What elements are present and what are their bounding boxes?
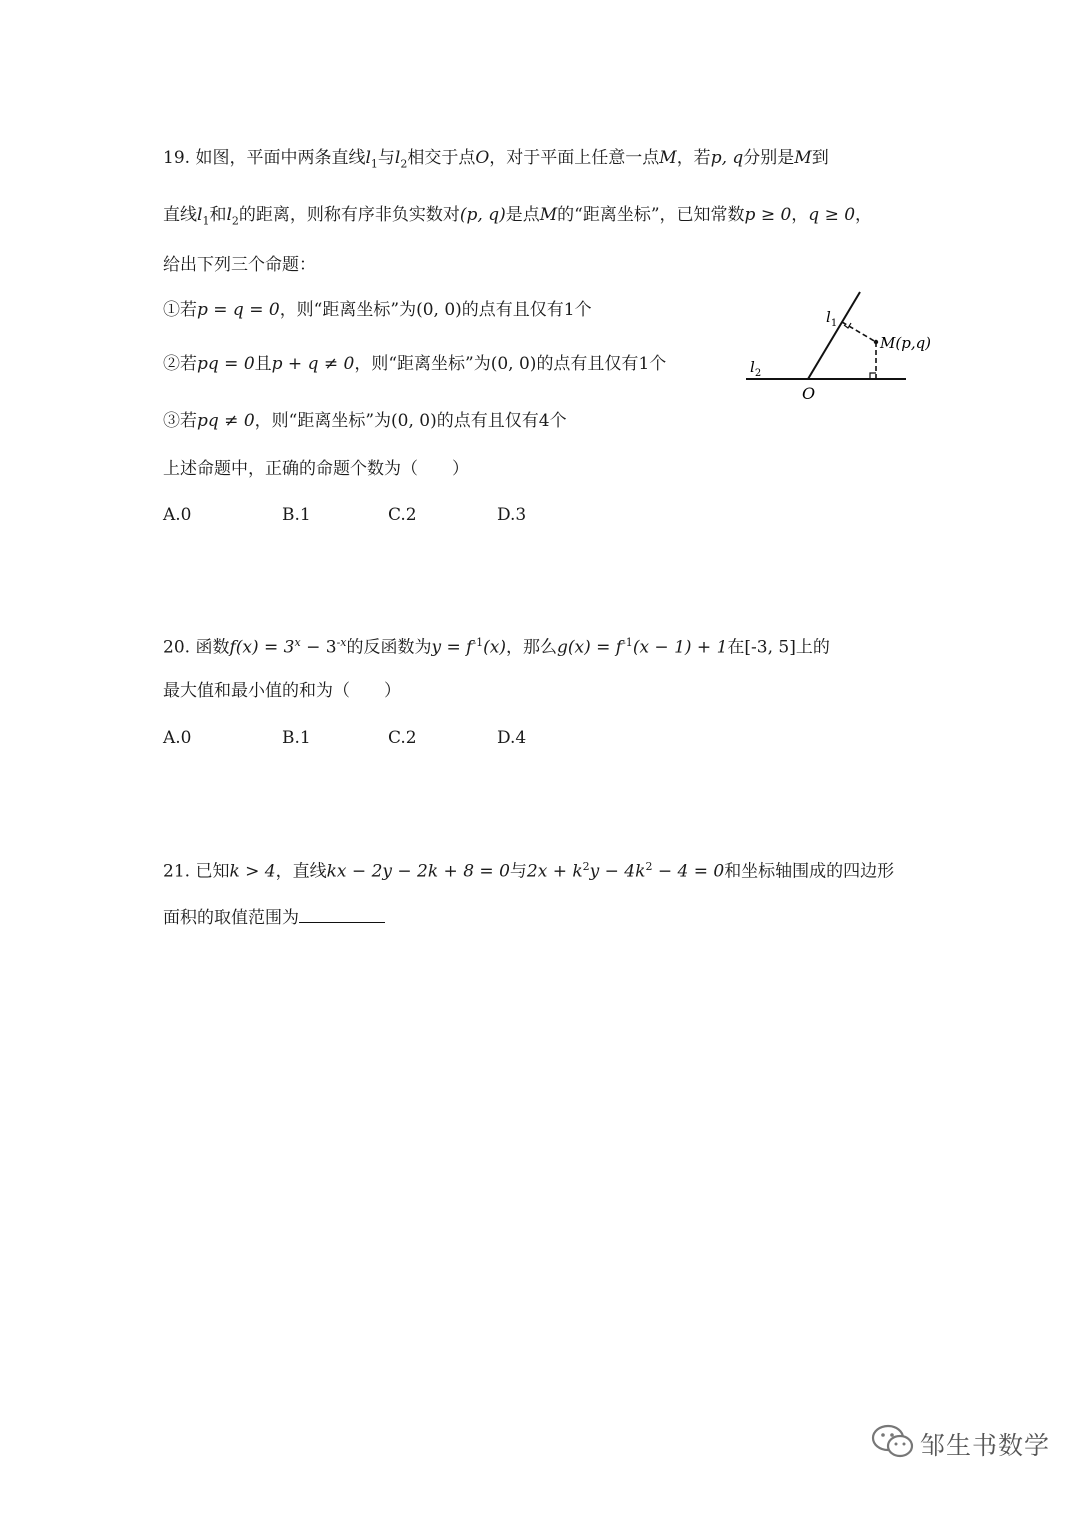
q21-line-2: 面积的取值范围为 — [163, 904, 385, 930]
q19-option-c[interactable]: C.2 — [388, 505, 417, 525]
point-m — [874, 340, 878, 344]
wechat-icon — [870, 1422, 916, 1462]
m-label: M(p,q) — [880, 334, 932, 352]
q19-statement-2: ②若pq = 0且p + q ≠ 0，则“距离坐标”为(0, 0)的点有且仅有1个 — [163, 354, 667, 374]
distance-coordinate-figure — [740, 288, 940, 403]
q19-line-3: 给出下列三个命题： — [163, 255, 316, 275]
watermark-text: 邹生书数学 — [920, 1431, 1051, 1460]
perpendicular-to-l1 — [842, 322, 876, 342]
watermark — [870, 1422, 1060, 1466]
q19-question: 上述命题中，正确的命题个数为（ ） — [163, 459, 469, 479]
q20-option-c[interactable]: C.2 — [388, 728, 417, 748]
q19-line-1: 19. 如图，平面中两条直线$l_1$与$l_2$相交于点O，对于平面上任意一点M，若p, q分别是M到 — [163, 148, 829, 171]
q21-line-1: 21. 已知k > 4，直线kx − 2y − 2k + 8 = 0与$2x + k^2y - 4k^2 - 4 = 0$和坐标轴围成的四边形 — [163, 860, 895, 882]
q19-statement-3: ③若pq ≠ 0，则“距离坐标”为(0, 0)的点有且仅有4个 — [163, 411, 567, 431]
q19-line-2: 直线$l_1$和$l_2$的距离，则称有序非负实数对(p, q)是点M的“距离坐标”，已知常数p ≥ 0，q ≥ 0， — [163, 205, 873, 228]
q19-option-d[interactable]: D.3 — [497, 505, 527, 525]
q20-line-2: 最大值和最小值的和为（ ） — [163, 681, 401, 701]
q19-statement-1: ①若p = q = 0，则“距离坐标”为(0, 0)的点有且仅有1个 — [163, 300, 592, 320]
q19-option-a[interactable]: A.0 — [163, 505, 192, 525]
l2-label: $l_2$ — [750, 358, 762, 379]
q20-option-b[interactable]: B.1 — [282, 728, 311, 748]
q19-option-b[interactable]: B.1 — [282, 505, 311, 525]
o-label: O — [802, 384, 816, 403]
q20-option-a[interactable]: A.0 — [163, 728, 192, 748]
answer-blank[interactable] — [299, 904, 385, 923]
line-l1 — [808, 292, 860, 379]
l1-label: $l_1$ — [826, 308, 838, 329]
q20-option-d[interactable]: D.4 — [497, 728, 527, 748]
q20-line-1: 20. 函数$f(x) = 3^x - 3^{-x}$的反函数为$y = f^{-1}(x)$，那么$g(x) = f^{-1}(x - 1) + 1$在[-3, 5]上的 — [163, 636, 830, 658]
